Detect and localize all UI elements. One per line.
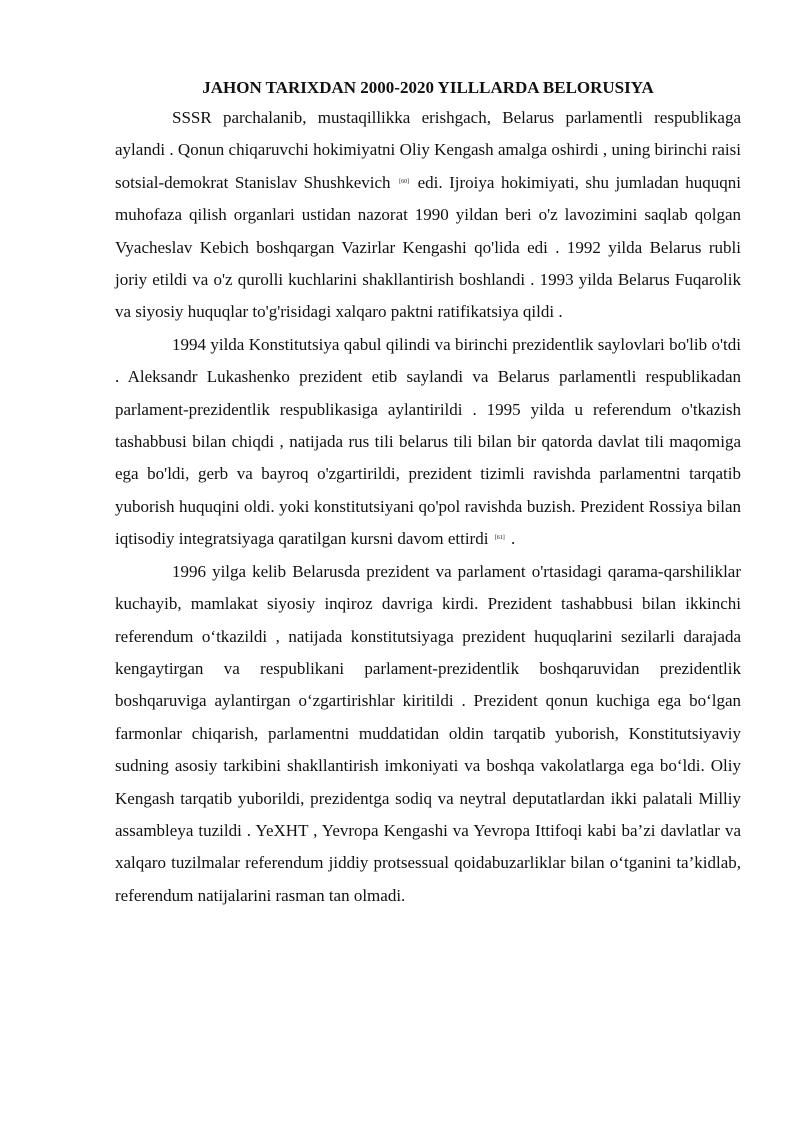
paragraph-3: [115, 556, 741, 912]
document-page: [115, 74, 741, 912]
paragraph-2: [115, 329, 741, 556]
paragraph-1-text: SSSR parchalanib, mustaqillikka erishgach, Belarus parlamentli respublikaga aylandi . Qonun chiqaruvchi hokimiyatni Oliy Kengash amalga oshirdi , uning birinchi raisi sotsial-demokrat Stanislav Shushkevich: [115, 108, 741, 192]
footnote-ref-60[interactable]: [60]: [399, 178, 410, 185]
document-title: JAHON TARIXDAN 2000-2020 YILLLARDA BELORUSIYA: [202, 78, 654, 97]
paragraph-2-text-continued: .: [510, 529, 516, 549]
paragraph-1: [115, 102, 741, 329]
paragraph-2-text: 1994 yilda Konstitutsiya qabul qilindi va birinchi prezidentlik saylovlari bo'lib o'tdi . Aleksandr Lukashenko prezident etib saylandi va Belarus parlamentli respublikadan parlament-prezidentlik respublikasiga aylantirildi . 1995 yilda u referendum o'tkazish tashabbusi bilan chiqdi , natijada rus tili belarus tili bilan bir qatorda davlat tili maqomiga ega bo'ldi, gerb va bayroq o'zgartirildi, prezident tizimli ravishda parlamentni tarqatib yuborish huquqini oldi. yoki konstitutsiyani qo'pol ravishda buzish. Prezident Rossiya bilan iqtisodiy integratsiyaga qaratilgan kursni davom ettirdi: [115, 334, 741, 549]
paragraph-1-text-continued: edi. Ijroiya hokimiyati, shu jumladan huquqni muhofaza qilish organlari ustidan nazorat 1990 yildan beri o'z lavozimini saqlab qolgan Vyacheslav Kebich boshqargan Vazirlar Kengashi qo'lida edi . 1992 yilda Belarus rubli joriy etildi va o'z qurolli kuchlarini shakllantirish boshlandi . 1993 yilda Belarus Fuqarolik va siyosiy huquqlar to'g'risidagi xalqaro paktni ratifikatsiya qildi .: [115, 172, 742, 322]
footnote-ref-61[interactable]: [61]: [494, 535, 505, 542]
paragraph-3-text: 1996 yilga kelib Belarusda prezident va parlament o'rtasidagi qarama-qarshiliklar kuchayib, mamlakat siyosiy inqiroz davriga kirdi. Prezident tashabbusi bilan ikkinchi referendum o‘tkazildi , natijada konstitutsiyaga prezident huquqlarini sezilarli darajada kengaytirgan va respublikani parlament-prezidentlik boshqaruvidan prezidentlik boshqaruviga aylantirgan o‘zgartirishlar kiritildi . Prezident qonun kuchiga ega bo‘lgan farmonlar chiqarish, parlamentni muddatidan oldin tarqatib yuborish, Konstitutsiyaviy sudning asosiy tarkibini shakllantirish imkoniyati va boshqa vakolatlarga ega bo‘ldi. Oliy Kengash tarqatib yuborildi, prezidentga sodiq va neytral deputatlardan ikki palatali Milliy assambleya tuzildi . YeXHT , Yevropa Kengashi va Yevropa Ittifoqi kabi ba’zi davlatlar va xalqaro tuzilmalar referendum jiddiy protsessual qoidabuzarliklar bilan o‘tganini ta’kidlab, referendum natijalarini rasman tan olmadi.: [115, 561, 741, 905]
